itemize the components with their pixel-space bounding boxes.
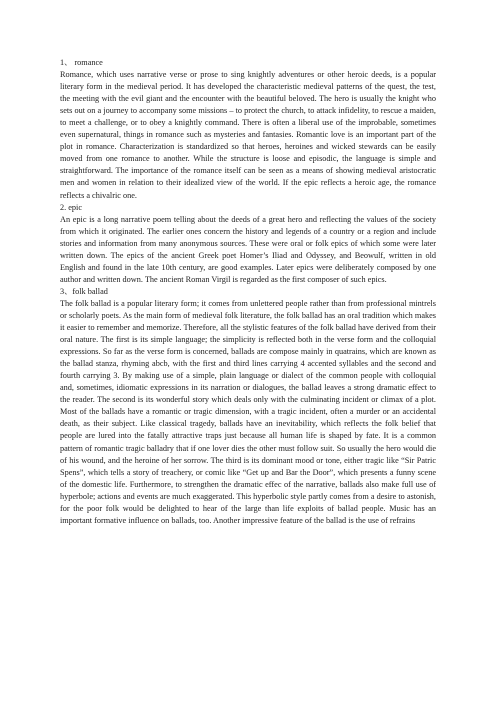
section-body-folk-ballad: The folk ballad is a popular literary form; it comes from unlettered people rather than from professional mintrels or scholarly poets. As the main form of medieval folk literature, the folk ballad has an oral tradition which makes it easier to remember and memorize. Therefore, all the stylistic features of the folk ballad have derived from their oral nature. The first is its simple language; the simplicity is reflected both in the verse form and the colloquial expressions. So far as the verse form is concerned, ballads are compose mainly in quatrains, which are known as the ballad stanza, rhyming abcb, with the first and third lines carrying 4 accented syllables and the second and fourth carrying 3. By making use of a simple, plain language or dialect of the common people with colloquial and, sometimes, idiomatic expressions in its narration or dialogues, the ballad leaves a strong dramatic effect to the reader. The second is its wonderful story which deals only with the culminating incident or climax of a plot. Most of the ballads have a romantic or tragic dimension, with a tragic incident, often a murder or an accidental death, as their subject. Like classical tragedy, ballads have an inevitability, which reflects the folk belief that people are lured into the fatally attractive traps just because all human life is shaped by fate. It is a common pattern of romantic tragic balladry that if one lover dies the other must follow suit. So usually the hero would die of his wound, and the heroine of her sorrow. The third is its dominant mood or tone, either tragic like “Sir Patric Spens”, which tells a story of treachery, or comic like “Get up and Bar the Door”, which presents a funny scene of the domestic life. Furthermore, to strengthen the dramatic effec of the narrative, ballads also make full use of hyperbole; actions and events are much exaggerated. This hyperbolic style partly comes from a desire to astonish, for the poor folk would be delighted to hear of the large than life exploits of ballad people. Music has an important formative influence on ballads, too. Another impressive feature of the ballad is the use of refrains [60,298,436,525]
section-body-epic: An epic is a long narrative poem telling about the deeds of a great hero and reflecting the values of the society from which it originated. The earlier ones concern the history and legends of a country or a region and include stories and information from many anonymous sources. These were oral or folk epics of which some were later written down. The epics of the ancient Greek poet Homer’s Iliad and Odyssey, and Beowulf, written in old English and found in the late 10th century, are good examples. Later epics were deliberately composed by one author and written down. The ancient Roman Virgil is regarded as the first composer of such epics. [60,214,436,284]
section-heading-folk-ballad: 3、folk ballad [60,286,108,296]
document-page [60,57,436,527]
section-heading-romance: 1、 romance [60,58,103,67]
section-heading-epic: 2. epic [60,202,82,212]
section-body-romance: Romance, which uses narrative verse or prose to sing knightly adventures or other heroic deeds, is a popular literary form in the medieval period. It has developed the characteristic medieval patterns of the quest, the test, the meeting with the evil giant and the encounter with the beautiful beloved. The hero is usually the knight who sets out on a journey to accompany some missions – to protect the church, to attack infidelity, to rescue a maiden, to meet a challenge, or to obey a knightly command. There is often a liberal use of the improbable, sometimes even supernatural, things in romance such as mysteries and fantasies. Romantic love is an important part of the plot in romance. Characterization is standardized so that heroes, heroines and wicked stewards can be easily moved from one romance to another. While the structure is loose and episodic, the language is simple and straightforward. The importance of the romance itself can be seen as a means of showing medieval aristocratic men and women in relation to their idealized view of the world. If the epic reflects a heroic age, the romance reflects a chivalric one. [60,70,436,200]
